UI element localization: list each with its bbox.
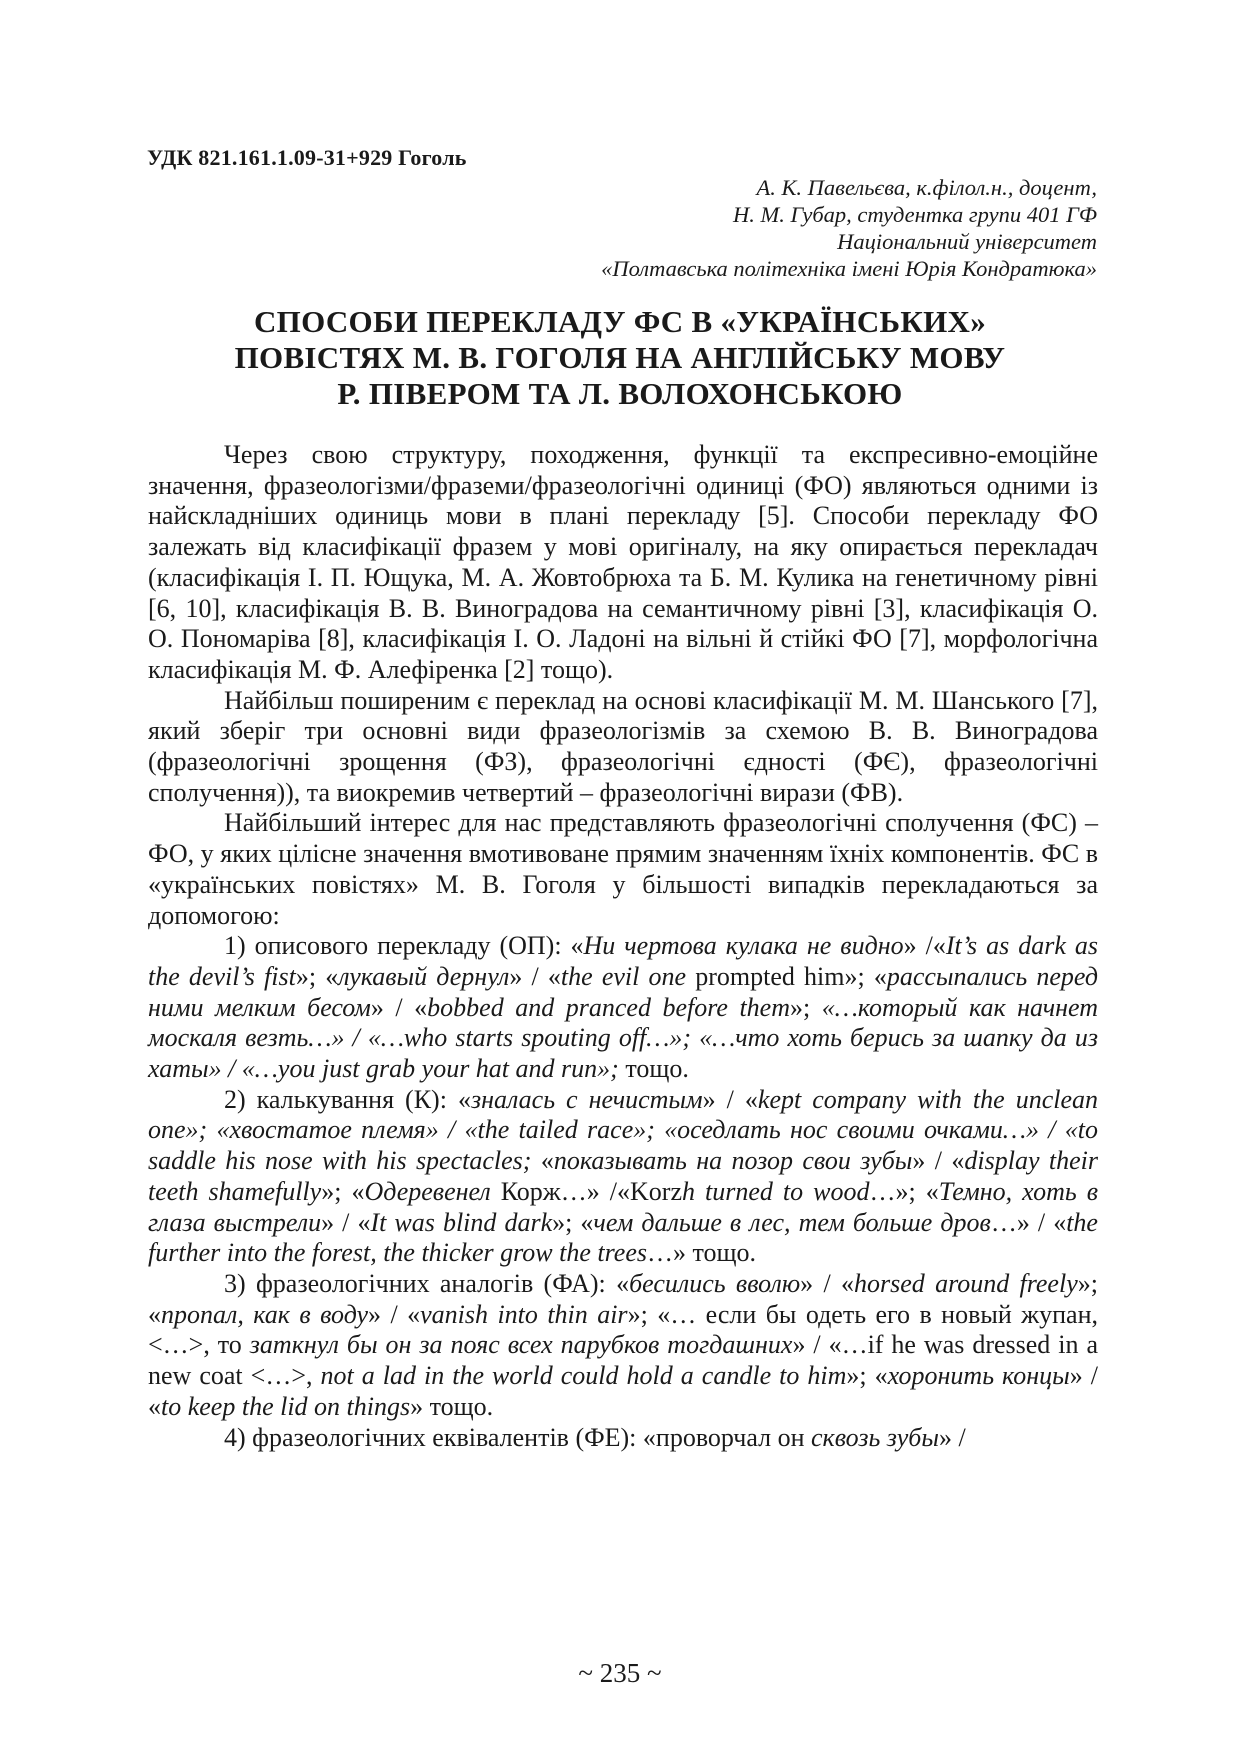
italic-run: bobbed and pranced before them [427,992,790,1022]
text-run: »; [790,992,822,1022]
text-run: »; « [148,1268,1098,1329]
italic-run: Ни чертова кулака не видно [583,931,904,961]
text-run: « [531,1146,554,1176]
paragraph [148,1269,1098,1423]
text-run: » / « [368,1299,421,1329]
text-run: » / « [321,1207,371,1237]
text-run: Найбільш поширеним є переклад на основі класифікації М. М. Шанського [7], який зберіг три основні види фразеологізмів за схемою В. В. Виноградова (фразеологічні зрощення (ФЗ), фразеологічні єдності (ФЄ), фразеологічні сполучення)), та виокремив четвертий – фразеологічні вирази (ФВ). [148,685,1098,807]
italic-run: чем дальше в лес, тем больше дров [593,1207,991,1237]
text-run: тощо. [618,1054,689,1084]
text-run: » / « [148,1361,1098,1421]
text-run: 3) фразеологічних аналогів (ФА): « [224,1268,630,1298]
italic-run: сквозь зубы [811,1422,939,1452]
italic-run: It was blind dark [370,1207,553,1237]
text-run: » / « [509,961,561,991]
italic-run: vanish into thin air [420,1299,628,1329]
paragraph [148,931,1098,1085]
italic-run: «…который как начнет москаля везть…» / «…who starts spouting off…»; «…что хоть берись за шапку да из хаты» / «…you just grab your hat and run»; [148,992,1098,1084]
author-line-2: Н. М. Губар, студентка групи 401 ГФ [733,202,1097,227]
italic-run: Одеревенел [364,1176,491,1206]
text-run: » / [938,1422,966,1452]
affiliation-line-2: «Полтавська політехніка імені Юрія Кондратюка» [601,256,1097,281]
text-run: »; « [552,1207,594,1237]
paragraph [148,1423,1098,1454]
italic-run: the further into the forest, the thicker grow the trees [148,1207,1098,1268]
paragraph [148,686,1098,809]
text-run: » / « [912,1146,965,1176]
text-run: Через свою структуру, походження, функції та експресивно-емоційне значення, фразеологізми/фраземи/фразеологічні одиниці (ФО) являються одними із найскладніших одиниць мови в плані перекладу [5]. Способи перекладу ФО залежать від класифікації фразем у мові оригіналу, на яку опирається перекладач (класифікація І. П. Ющука, М. А. Жовтобрюха та Б. М. Кулика на генетичному рівні [6, 10], класифікація В. В. Виноградова на семантичному рівні [3], класифікація О. О. Пономаріва [8], класифікація І. О. Ладоні на вільні й стійкі ФО [7], морфологічна класифікація М. Ф. Алефіренка [2] тощо). [148,440,1098,684]
italic-run: бесились вволю [629,1268,801,1298]
italic-run: рассыпались перед ними мелким бесом [148,961,1098,1022]
text-run: Найбільший інтерес для нас представляють фразеологічні сполучення (ФС) – ФО, у яких цілісне значення вмотивоване прямим значенням їхніх компонентів. ФС в «українських повістях» М. В. Гоголя у більшості випадків перекладаються за допомогою: [148,808,1098,930]
paragraph [148,440,1098,686]
text-run: » /« [903,931,946,961]
text-run: » / « [370,992,428,1022]
italic-run: Темно, хоть в глаза выстрели [148,1176,1098,1237]
text-run: 1) описового перекладу (ОП): « [224,931,584,961]
text-run: prompted him»; « [686,961,887,991]
text-run: »; « [295,961,339,991]
text-run: …» тощо. [646,1238,757,1268]
italic-run: показывать на позор свои зубы [553,1146,913,1176]
italic-run: h turned to wood [681,1176,870,1206]
body-text [148,440,1098,1453]
text-run: » / « [800,1268,854,1298]
text-run: » / « [702,1084,758,1114]
italic-run: зналась с нечистым [470,1084,703,1114]
text-run: …»; « [869,1176,939,1206]
italic-run: the evil one [560,961,687,991]
italic-run: kept company with the unclean one»; «хвостатое племя» / «the tailed race»; «оседлать нос своими очками…» / «to saddle his nose with his spectacles; [148,1084,1098,1176]
italic-run: to keep the lid on things [161,1391,411,1421]
udc-code: УДК 821.161.1.09-31+929 Гоголь [147,145,467,170]
author-line-1: А. К. Павельєва, к.філол.н., доцент, [756,175,1097,200]
affiliation-line-1: Національний університет [837,229,1097,254]
italic-run: not a lad in the world could hold a candle to him [320,1361,847,1391]
author-block [397,174,1097,282]
title-line-3: Р. ПІВЕРОМ ТА Л. ВОЛОХОНСЬКОЮ [337,376,903,411]
text-run: » тощо. [410,1391,494,1421]
text-run: 4) фразеологічних еквівалентів (ФЕ): «проворчал он [224,1422,812,1452]
page-number: ~ 235 ~ [578,1658,662,1688]
italic-run: display their teeth shamefully [148,1146,1099,1206]
text-run: »; « [321,1176,365,1206]
text-run: » / «…if he was dressed in a new coat <…>, [148,1330,1098,1391]
title-line-1: СПОСОБИ ПЕРЕКЛАДУ ФС В «УКРАЇНСЬКИХ» [253,304,987,339]
text-run: Корж…» /«Korz [490,1176,682,1206]
text-run: »; « [846,1361,888,1391]
paragraph [148,1085,1098,1269]
text-run: 2) калькування (К): « [224,1084,471,1114]
italic-run: пропал, как в воду [161,1299,369,1329]
italic-run: заткнул бы он за пояс всех парубков тогдашних [249,1330,793,1360]
italic-run: хоронить концы [887,1361,1070,1391]
italic-run: It’s as dark as the devil’s fist [148,931,1098,991]
paragraph [148,808,1098,931]
paper-title [140,304,1100,412]
title-line-2: ПОВІСТЯХ М. В. ГОГОЛЯ НА АНГЛІЙСЬКУ МОВУ [234,340,1006,375]
text-run: …» / « [990,1207,1067,1237]
italic-run: horsed around freely [853,1268,1078,1298]
italic-run: лукавый дернул [338,961,510,991]
text-run: »; «… если бы одеть его в новый жупан, <…>, то [148,1299,1099,1360]
